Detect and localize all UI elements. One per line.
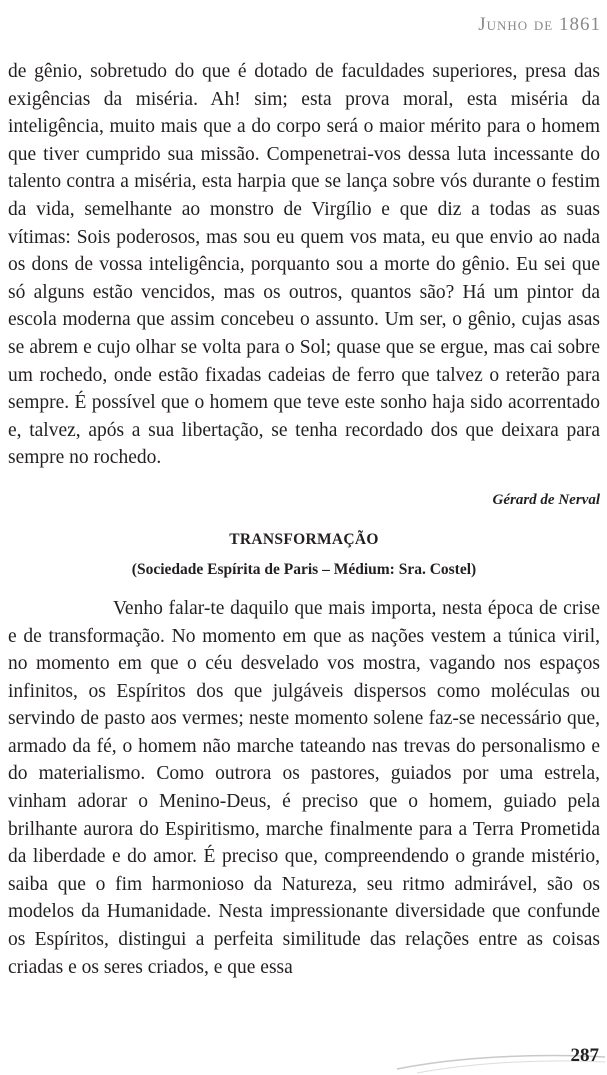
running-header: Junho de 1861	[478, 14, 601, 35]
article-paragraph: de gênio, sobretudo do que é dotado de faculdades superiores, presa das exigências da miséria. Ah! sim; esta prova moral, esta miséria da inteligência, muito mais que a do corpo será o maior mérito para o homem que tiver cumprido sua missão. Compenetrai-vos dessa luta incessante do talento contra a miséria, esta harpia que se lança sobre vós durante o festim da vida, semelhante ao monstro de Virgílio e que diz a todas as suas vítimas: Sois poderosos, mas sou eu quem vos mata, eu que envio ao nada os dons de vossa inteligência, porquanto sou a morte do gênio. Eu sei que só alguns estão vencidos, mas os outros, quantos são? Há um pintor da escola moderna que assim concebeu o assunto. Um ser, o gênio, cujas asas se abrem e cujo olhar se volta para o Sol; quase que se ergue, mas cai sobre um rochedo, onde estão fixadas cadeias de ferro que talvez o reterão para sempre. É possível que o homem que teve este sonho haja sido acorrentado e, talvez, após a sua libertação, se tenha recordado dos que deixara para sempre no rochedo.	[8, 61, 600, 469]
section-title: TRANSFORMAÇÃO	[229, 530, 379, 548]
author-signature: Gérard de Nerval	[492, 491, 600, 508]
page-number: 287	[570, 1045, 599, 1066]
page-body	[8, 58, 600, 981]
section-subtitle: (Sociedade Espírita de Paris – Médium: Sra. Costel)	[131, 560, 477, 578]
message-paragraph: Venho falar-te daquilo que mais importa, nesta época de crise e de transformação. No momento em que as nações vestem a túnica viril, no momento em que o céu desvelado vos mostra, vagando nos espaços infinitos, os Espíritos dos que julgáveis dispersos como moléculas ou servindo de pasto aos vermes; neste momento solene faz-se necessário que, armado da fé, o homem não marche tateando nas trevas do personalismo e do materialismo. Como outrora os pastores, guiados por uma estrela, vinham adorar o Menino-Deus, é preciso que o homem, guiado pela brilhante aurora do Espiritismo, marche finalmente para a Terra Prometida da liberdade e do amor. É preciso que, compreendendo o grande mistério, saiba que o fim harmonioso da Natureza, seu ritmo admirável, são os modelos da Humanidade. Nesta impressionante diversidade que confunde os Espíritos, distingui a perfeita similitude das relações entre as coisas criadas e os seres criados, e que essa	[8, 597, 600, 978]
